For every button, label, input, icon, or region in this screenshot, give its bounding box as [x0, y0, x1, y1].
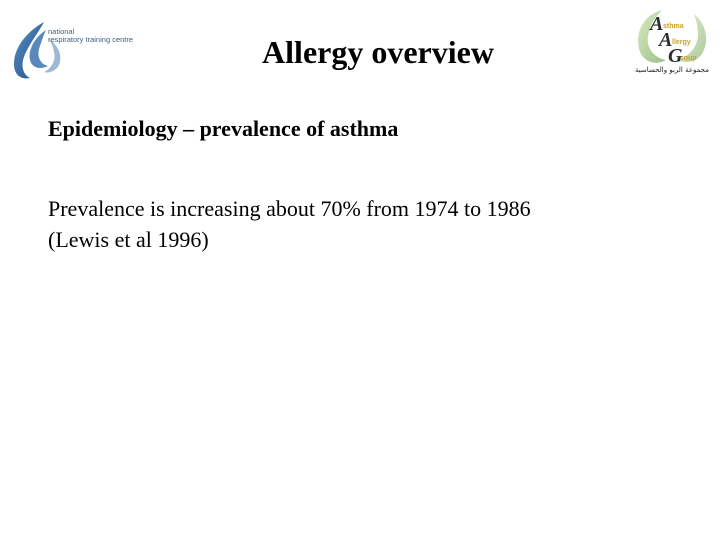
nrtc-logo-text — [48, 28, 133, 44]
body-line-2: (Lewis et al 1996) — [48, 227, 209, 252]
page-title: Allergy overview — [262, 34, 494, 70]
logo-word-llergy: llergy — [672, 39, 691, 46]
logo-word-sthma: sthma — [663, 23, 684, 30]
section-subheading: Epidemiology – prevalence of asthma — [48, 116, 399, 141]
logo-letter-a1: A — [650, 13, 664, 35]
logo-letter-a2: A — [659, 29, 673, 51]
logo-arabic-caption: مجموعة الربو والحساسية — [635, 66, 709, 74]
logo-letter-g: G — [668, 45, 683, 66]
body-paragraph — [48, 193, 688, 255]
nrtc-logo — [8, 18, 148, 82]
logo-word-roup: roup — [681, 55, 697, 62]
asthma-allergy-group-logo-icon — [632, 8, 712, 66]
nrtc-logo-line1: national — [48, 27, 75, 36]
body-line-1: Prevalence is increasing about 70% from 1974 to 1986 — [48, 196, 531, 221]
nrtc-logo-line2: respiratory training centre — [48, 35, 134, 44]
asthma-allergy-group-logo — [632, 8, 712, 76]
